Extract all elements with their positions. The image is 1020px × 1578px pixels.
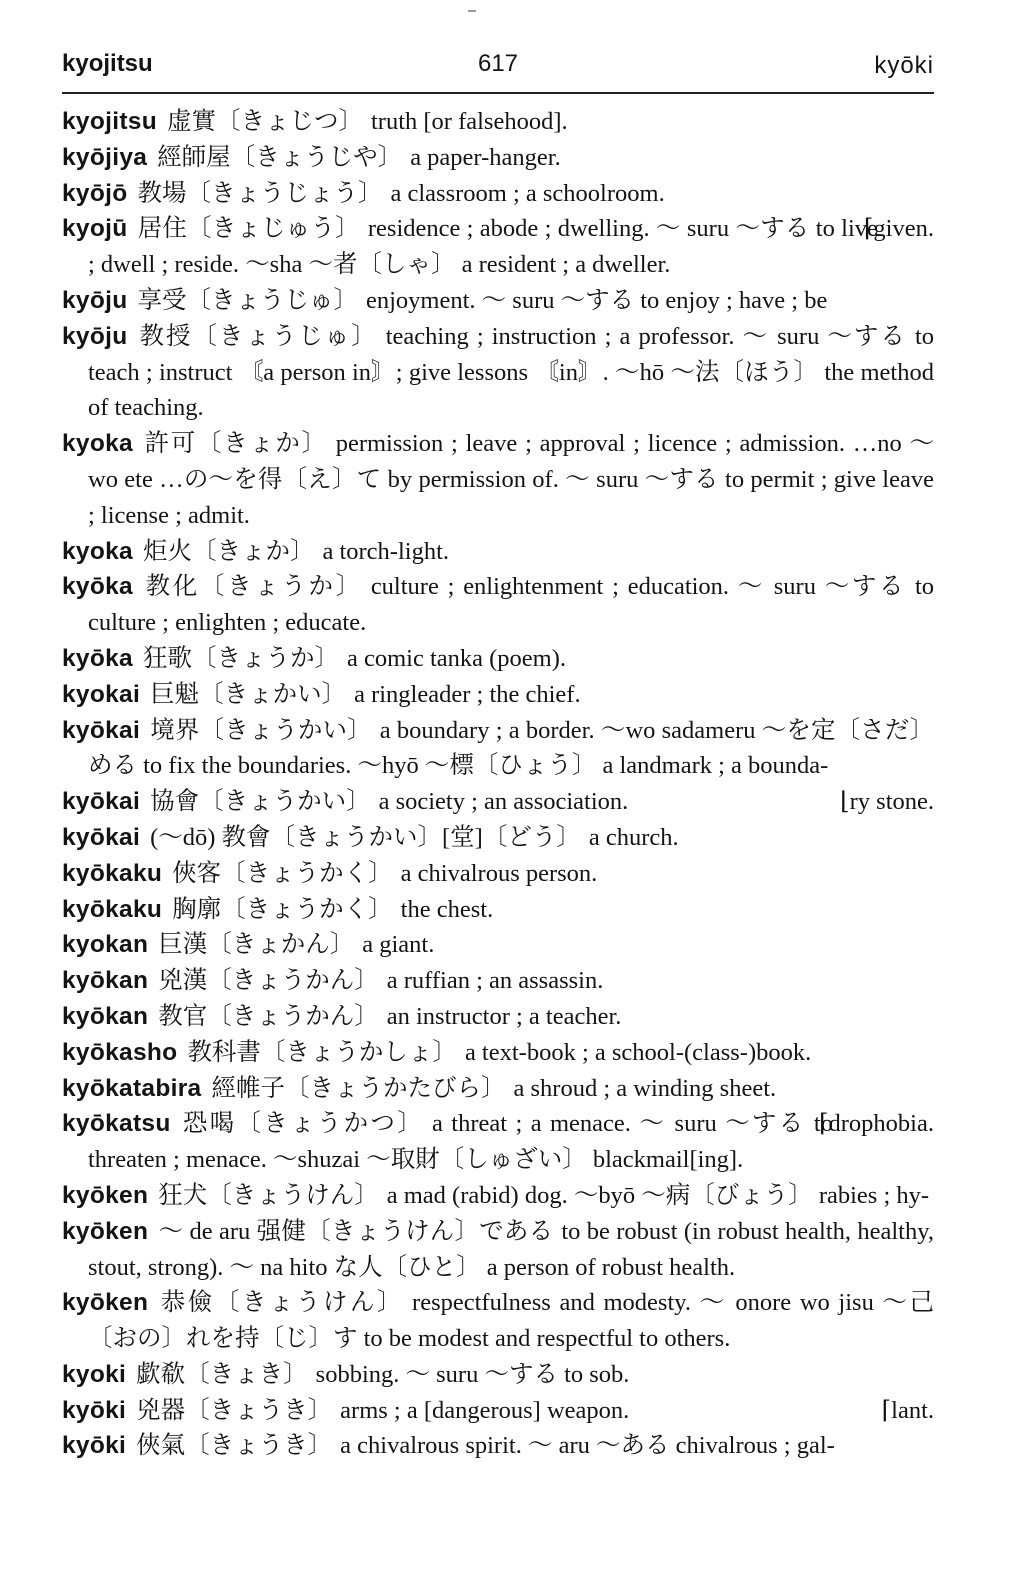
japanese-form: 兇器〔きょうき〕 xyxy=(136,1396,333,1424)
dictionary-entry xyxy=(62,1071,934,1107)
headword: kyōka xyxy=(62,644,133,672)
english-gloss: a shroud ; a winding sheet. xyxy=(513,1074,777,1102)
headword: kyōkan xyxy=(62,1002,149,1030)
english-gloss: a boundary ; a border. ～wo sadameru ～を定〔さだ〕める to fix the boundaries. ～hyō ～標〔ひょう〕 a landmark ; a bounda- xyxy=(88,716,934,780)
headword: kyokan xyxy=(62,931,149,959)
dictionary-entry xyxy=(62,784,934,820)
header-rule xyxy=(62,92,934,94)
dictionary-entry xyxy=(62,927,934,963)
japanese-form: 經帷子〔きょうかたびら〕 xyxy=(211,1074,506,1102)
headword: kyōkatsu xyxy=(62,1110,171,1138)
headword: kyōki xyxy=(62,1396,127,1424)
page-number: 617 xyxy=(477,50,519,77)
dictionary-entry xyxy=(62,641,934,677)
overflow-fragment: ⌊ry stone. xyxy=(840,788,934,816)
dictionary-entry xyxy=(62,534,934,570)
headword: kyoka xyxy=(62,430,133,458)
dictionary-entry xyxy=(62,999,934,1035)
headword: kyōkan xyxy=(62,967,149,995)
japanese-form: 胸廓〔きょうかく〕 xyxy=(172,895,393,923)
japanese-form: 狂歌〔きょうか〕 xyxy=(142,644,339,672)
japanese-form: 教官〔きょうかん〕 xyxy=(158,1002,379,1030)
english-gloss: teaching ; instruction ; a professor. ～ suru ～する to teach ; instruct 〘a person in〙; give lessons 〘in〙. ～hō ～法〔ほう〕 the method of teaching. xyxy=(88,322,935,422)
dictionary-entry xyxy=(62,1178,934,1214)
dictionary-entry xyxy=(62,283,934,319)
english-gloss: a ruffian ; an assassin. xyxy=(386,967,604,995)
english-gloss: enjoyment. ～ suru ～する to enjoy ; have ; be xyxy=(366,286,828,314)
english-gloss: a ringleader ; the chief. xyxy=(354,680,581,708)
japanese-form: 虚實〔きょじつ〕 xyxy=(166,108,363,135)
headword: kyōkai xyxy=(62,788,141,816)
dictionary-entry xyxy=(62,426,934,533)
japanese-form: 恐喝〔きょうかつ〕 xyxy=(180,1110,425,1138)
dictionary-entry xyxy=(62,1214,934,1286)
english-gloss: a chivalrous person. xyxy=(400,859,598,887)
japanese-form: 狂犬〔きょうけん〕 xyxy=(158,1181,379,1209)
english-gloss: culture ; enlightenment ; education. ～ suru ～する to culture ; enlighten ; educate. xyxy=(88,573,935,637)
japanese-form: 享受〔きょうじゅ〕 xyxy=(137,286,358,314)
entry-list xyxy=(62,104,934,1464)
running-head xyxy=(62,44,934,84)
dictionary-entry xyxy=(62,677,934,713)
english-gloss: a classroom ; a schoolroom. xyxy=(390,179,665,207)
english-gloss: sobbing. ～ suru ～する to sob. xyxy=(315,1360,630,1388)
dictionary-entry xyxy=(62,892,934,928)
japanese-form: 俠氣〔きょうき〕 xyxy=(136,1432,333,1460)
english-gloss: a threat ; a menace. ～ suru ～する to threaten ; menace. ～shuzai ～取財〔しゅざい〕 blackmail[ing]. xyxy=(88,1110,833,1174)
dictionary-entry xyxy=(62,1393,934,1429)
japanese-form: 巨漢〔きょかん〕 xyxy=(158,931,355,959)
headword: kyōkatabira xyxy=(62,1074,202,1102)
english-gloss: respectfulness and modesty. ～ onore wo jisu ～己〔おの〕れを持〔じ〕す to be modest and respectful to others. xyxy=(88,1289,935,1353)
japanese-form: 教科書〔きょうかしょ〕 xyxy=(187,1038,457,1066)
japanese-form: 兇漢〔きょうかん〕 xyxy=(158,967,379,995)
english-gloss: residence ; abode ; dwelling. ～ suru ～する to live ; dwell ; reside. ～sha ～者〔しゃ〕 a resident ; a dweller. xyxy=(88,215,878,279)
headword: kyōka xyxy=(62,573,133,601)
headword: kyojitsu xyxy=(62,108,157,135)
dictionary-entry xyxy=(62,569,934,641)
overflow-fragment: ⌈drophobia. xyxy=(818,1110,934,1138)
headword: kyōju xyxy=(62,286,128,314)
overflow-fragment: ⌈lant. xyxy=(881,1396,934,1424)
english-gloss: an instructor ; a teacher. xyxy=(386,1002,622,1030)
headword: kyōken xyxy=(62,1289,149,1317)
english-gloss: truth [or falsehood]. xyxy=(370,108,568,135)
headword: kyojū xyxy=(62,215,128,243)
english-gloss: a society ; an association. xyxy=(378,788,629,816)
english-gloss: a text-book ; a school-(class-)book. xyxy=(464,1038,812,1066)
english-gloss: a comic tanka (poem). xyxy=(346,644,567,672)
japanese-form: 境界〔きょうかい〕 xyxy=(150,716,372,744)
japanese-form: 歔欷〔きょき〕 xyxy=(136,1360,308,1388)
dictionary-entry xyxy=(62,1035,934,1071)
english-gloss: a giant. xyxy=(362,931,435,959)
headword: kyōkai xyxy=(62,716,141,744)
japanese-form: 教場〔きょうじょう〕 xyxy=(137,179,383,207)
japanese-form: 許可〔きょか〕 xyxy=(142,430,328,458)
english-gloss: a church. xyxy=(588,823,679,851)
english-gloss: a torch-light. xyxy=(322,537,450,565)
dictionary-entry xyxy=(62,1285,934,1357)
dictionary-entry xyxy=(62,1428,934,1464)
japanese-form: ～ de aru 强健〔きょうけん〕である xyxy=(158,1217,554,1245)
overflow-fragment: ⌈given. xyxy=(863,215,934,243)
headword: kyōken xyxy=(62,1217,149,1245)
english-gloss: permission ; leave ; approval ; licence ; admission. …no ～ wo ete …の～を得〔え〕て by permission of. ～ suru ～する to permit ; give leave ; license ; admit. xyxy=(88,430,935,529)
english-gloss: a chivalrous spirit. ～ aru ～ある chivalrous ; gal- xyxy=(340,1432,835,1460)
headword: kyōki xyxy=(62,1432,127,1460)
dictionary-entry xyxy=(62,211,934,283)
dictionary-entry xyxy=(62,713,934,785)
headword: kyōkasho xyxy=(62,1038,178,1066)
japanese-form: 巨魁〔きょかい〕 xyxy=(150,680,347,708)
dictionary-entry xyxy=(62,319,934,426)
dictionary-entry xyxy=(62,140,934,176)
headword: kyōjiya xyxy=(62,143,148,171)
japanese-form: 居住〔きょじゅう〕 xyxy=(137,215,360,243)
dictionary-entry xyxy=(62,856,934,892)
dictionary-entry xyxy=(62,963,934,999)
headword: kyoka xyxy=(62,537,133,565)
japanese-form: 俠客〔きょうかく〕 xyxy=(172,859,393,887)
japanese-form: 教化〔きょうか〕 xyxy=(142,573,363,601)
headword: kyokai xyxy=(62,680,141,708)
dictionary-entry xyxy=(62,1357,934,1393)
right-guide-word: kyōki xyxy=(874,52,934,79)
english-gloss: arms ; a [dangerous] weapon. xyxy=(340,1396,630,1424)
left-guide-word: kyojitsu xyxy=(62,50,153,77)
headword: kyoki xyxy=(62,1360,127,1388)
english-gloss: a mad (rabid) dog. ～byō ～病〔びょう〕 rabies ; hy- xyxy=(386,1181,930,1209)
japanese-form: 炬火〔きょか〕 xyxy=(142,537,315,565)
english-gloss: to be robust (in robust health, healthy, stout, strong). ～ na hito な人〔ひと〕 a person of robust health. xyxy=(88,1217,935,1281)
japanese-form: 經師屋〔きょうじや〕 xyxy=(157,143,403,171)
dictionary-entry xyxy=(62,176,934,212)
dictionary-entry xyxy=(62,1106,934,1178)
headword: kyōkaku xyxy=(62,895,163,923)
headword: kyōju xyxy=(62,322,128,350)
scan-speck xyxy=(468,10,476,12)
english-gloss: a paper-hanger. xyxy=(410,143,561,171)
headword: kyōkaku xyxy=(62,859,163,887)
dictionary-entry xyxy=(62,820,934,856)
headword: kyōkai xyxy=(62,823,141,851)
japanese-form: 恭儉〔きょうけん〕 xyxy=(158,1289,405,1317)
headword: kyōken xyxy=(62,1181,149,1209)
english-gloss: the chest. xyxy=(400,895,494,923)
japanese-form: 協會〔きょうかい〕 xyxy=(150,788,371,816)
dictionary-entry xyxy=(62,104,934,140)
headword: kyōjō xyxy=(62,179,128,207)
japanese-form: (～dō) 教會〔きょうかい〕[堂]〔どう〕 xyxy=(150,823,581,851)
japanese-form: 教授〔きょうじゅ〕 xyxy=(137,322,378,350)
